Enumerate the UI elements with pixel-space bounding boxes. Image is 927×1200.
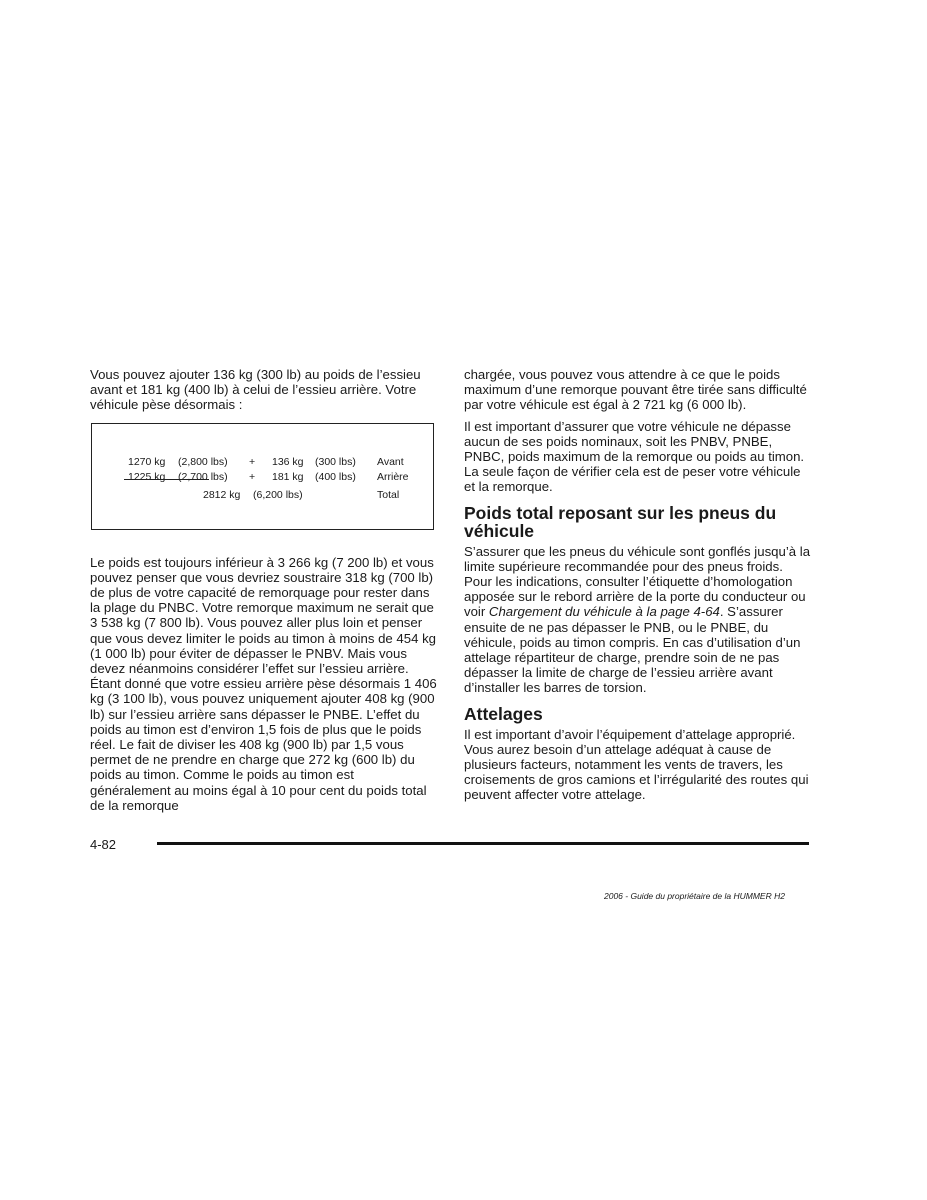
row1-lbs: (2,800 lbs)	[178, 455, 228, 468]
body-paragraph: Le poids est toujours inférieur à 3 266 kg (7 200 lb) et vous pouvez penser que vous devriez soustraire 318 kg (700 lb) de plus de votre capacité de remorquage pour rester dans la plage du PNBC. Votre remorque maximum ne serait que 3 538 kg (7 800 lb). Vous pouvez aller plus loin et penser que vous devez limiter le poids au timon à moins de 454 kg (1 000 lb) pour éviter de dépasser le PNBV. Mais vous devez néanmoins considérer l’effet sur l’essieu arrière. Étant donné que votre essieu arrière pèse désormais 1 406 kg (3 100 lb), vous pouvez uniquement ajouter 408 kg (900 lb) sur l’essieu arrière sans dépasser le PNBE. L’effet du poids au timon est d’environ 1,5 fois de plus que le poids réel. Le fait de diviser les 408 kg (900 lb) par 1,5 vous permet de ne prendre en charge que 272 kg (600 lb) du poids au timon. Comme le poids au timon est généralement au moins égal à 10 pour cent du poids total de la remorque	[90, 554, 437, 813]
tires-reference: Chargement du véhicule à la page 4-64	[488, 604, 720, 620]
row2-plus: +	[249, 470, 256, 483]
total-kg: 2812 kg	[203, 488, 241, 501]
tires-text-2: . S’assurer ensuite de ne pas dépasser le PNB, ou le PNBE, du véhicule, poids au timon compris. En cas d’utilisation d’un attelage répartiteur de charge, prendre soin de ne pas dépasser la limite de charge de l’essieu arrière avant d’installer les barres de torsion.	[464, 604, 801, 696]
right-column	[464, 367, 814, 803]
row1-kg2: 136 kg	[272, 455, 304, 468]
row2-label: Arrière	[377, 470, 409, 483]
footer-rule	[157, 842, 809, 845]
tires-text-1: S’assurer que les pneus du véhicule sont gonflés jusqu’à la limite supérieure recommandée pour des pneus froids. Pour les indications, consulter l’étiquette d’homologation apposée sur le rebord arrière de la porte du conducteur ou voir	[464, 543, 811, 620]
total-lbs: (6,200 lbs)	[253, 488, 303, 501]
guide-title: 2006 - Guide du propriétaire de la HUMMER H2	[604, 891, 785, 901]
sum-rule	[124, 479, 209, 480]
row2-kg2: 181 kg	[272, 470, 304, 483]
row1-plus: +	[249, 455, 256, 468]
page-number: 4-82	[90, 837, 117, 852]
row2-lbs: (2,700 lbs)	[178, 470, 228, 483]
heading-tire-weight: Poids total reposant sur les pneus du véhicule	[464, 502, 777, 541]
continued-paragraph: chargée, vous pouvez vous attendre à ce que le poids maximum d’une remorque pouvant être tirée sans difficulté par votre véhicule est égal à 2 721 kg (6 000 lb).	[464, 367, 807, 413]
tires-paragraph	[464, 544, 814, 696]
row1-lbs2: (300 lbs)	[315, 455, 356, 468]
weight-figure	[91, 423, 434, 530]
total-label: Total	[377, 488, 400, 501]
row1-label: Avant	[377, 455, 404, 468]
row1-kg: 1270 kg	[128, 455, 166, 468]
row2-kg: 1225 kg	[128, 470, 166, 483]
row2-lbs2: (400 lbs)	[315, 470, 356, 483]
important-paragraph: Il est important d’assurer que votre véhicule ne dépasse aucun de ses poids nominaux, soit les PNBV, PNBE, PNBC, poids maximum de la remorque ou poids au timon. La seule façon de vérifier cela est de peser votre véhicule et la remorque.	[464, 418, 805, 495]
hitches-paragraph: Il est important d’avoir l’équipement d’attelage approprié. Vous aurez besoin d’un attelage adéquat à cause de plusieurs facteurs, notamment les vents de travers, les croisements de gros camions et l’irrégularité des routes qui peuvent affecter votre attelage.	[464, 726, 809, 803]
intro-paragraph: Vous pouvez ajouter 136 kg (300 lb) au poids de l’essieu avant et 181 kg (400 lb) à celui de l’essieu arrière. Votre véhicule pèse désormais :	[90, 367, 421, 413]
left-column	[90, 367, 438, 813]
heading-hitches: Attelages	[464, 703, 543, 724]
